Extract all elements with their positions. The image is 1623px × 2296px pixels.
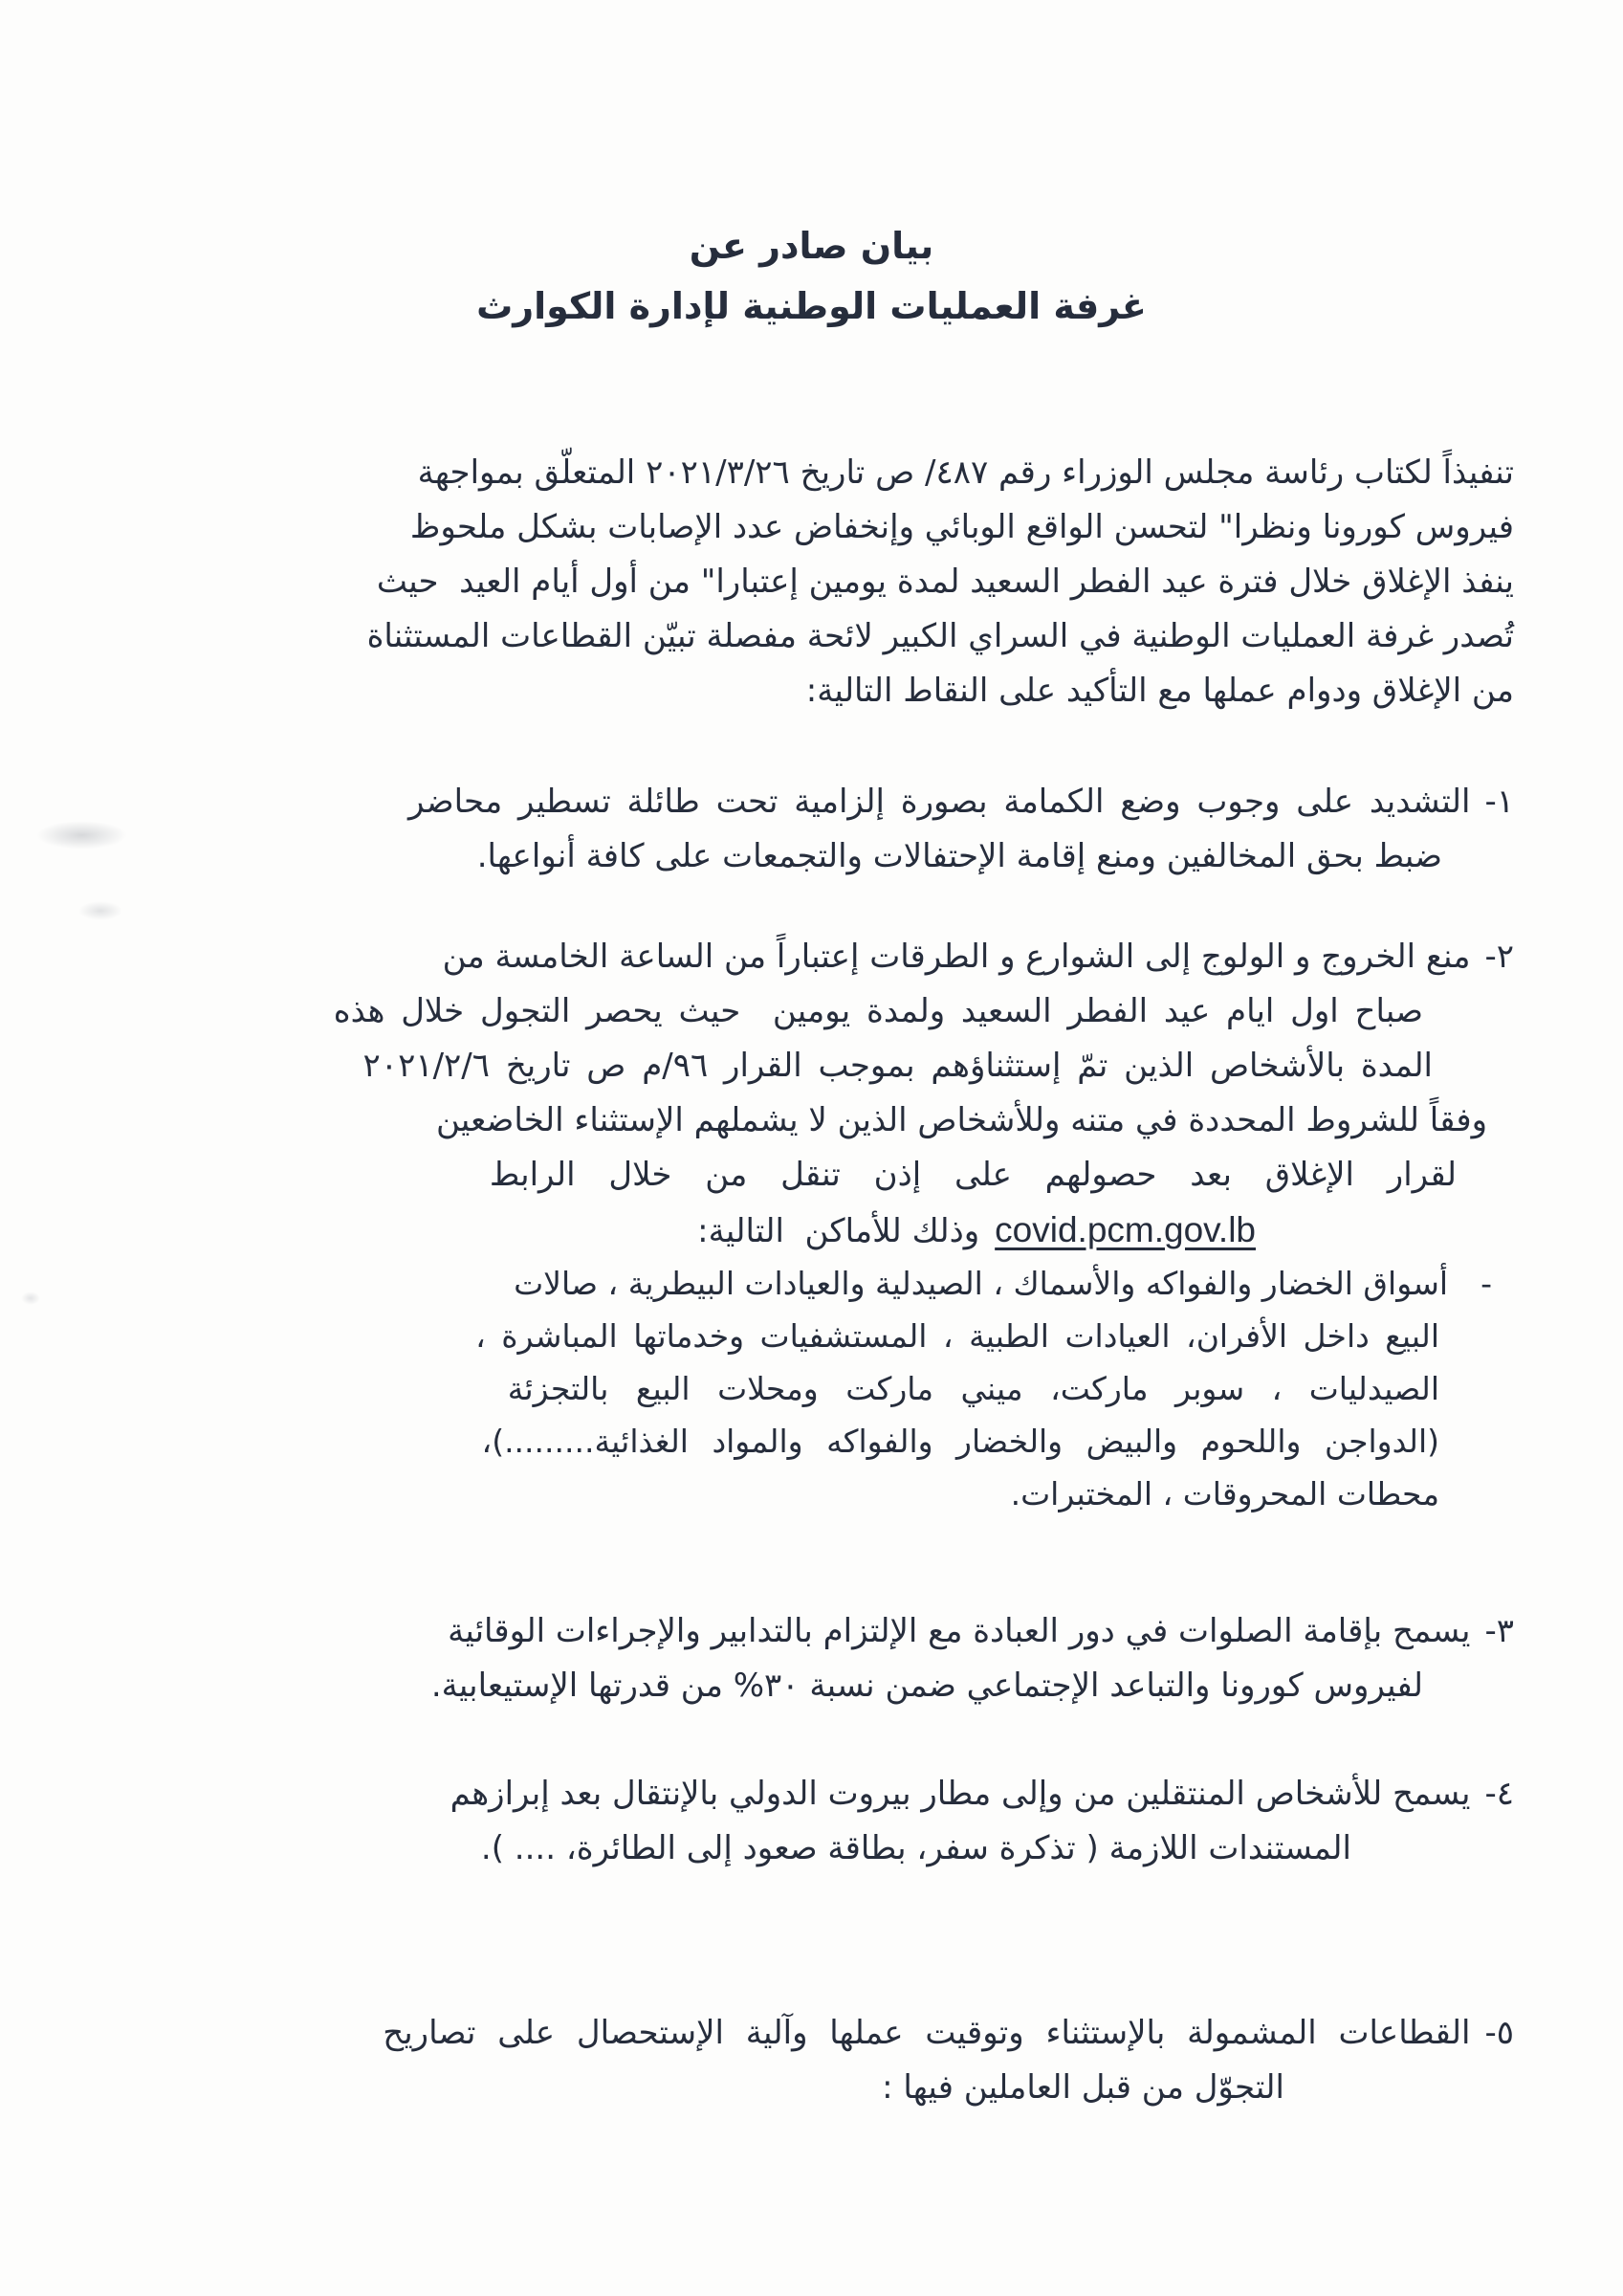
list-item-2 (57, 930, 1514, 1257)
text-line: لقرار الإغلاق بعد حصولهم على إذن تنقل من خلال الرابط (489, 1156, 1457, 1194)
bullet-text: أسواق الخضار والفواكه والأسماك ، الصيدلية والعيادات البيطرية ، صالات (514, 1265, 1449, 1302)
list-item-5 (57, 2006, 1514, 2115)
item-number: ٢- (1484, 938, 1514, 976)
text-line: الصيدليات ، سوبر ماركت، ميني ماركت ومحلات البيع بالتجزئة (507, 1370, 1439, 1407)
item-text: القطاعات المشمولة بالإستثناء وتوقيت عملها وآلية الإستحصال على تصاريح (383, 2014, 1471, 2052)
item-text: التشديد على وجوب وضع الكمامة بصورة إلزامية تحت طائلة تسطير محاضر (408, 783, 1471, 821)
link-line (57, 1203, 1514, 1257)
text-line (57, 2006, 1514, 2061)
exempted-places-bullet (57, 1257, 1514, 1520)
text-line: تنفيذاً لكتاب رئاسة مجلس الوزراء رقم ٤٨٧/ ص تاريخ ٢٠٢١/٣/٢٦ المتعلّق بمواجهة (417, 453, 1514, 492)
text-line: لفيروس كورونا والتباعد الإجتماعي ضمن نسبة ٣٠% من قدرتها الإستيعابية. (430, 1667, 1423, 1705)
item-number: ٥- (1484, 2014, 1514, 2052)
item-number: ١- (1484, 783, 1514, 821)
text-line (57, 775, 1514, 829)
text-line: ينفذ الإغلاق خلال فترة عيد الفطر السعيد لمدة يومين إعتبارا" من أول أيام العيد حيث (376, 563, 1514, 601)
text-line: فيروس كورونا ونظرا" لتحسن الواقع الوبائي وإنخفاض عدد الإصابات بشكل ملحوظ (409, 508, 1514, 546)
list-item-3 (57, 1604, 1514, 1713)
text-line (57, 1767, 1514, 1821)
text-line: صباح اول ايام عيد الفطر السعيد ولمدة يومين حيث يحصر التجول خلال هذه (333, 992, 1423, 1030)
document-title (0, 216, 1623, 337)
text-line (57, 1257, 1514, 1310)
text-line: من الإغلاق ودوام عملها مع التأكيد على النقاط التالية: (805, 672, 1514, 710)
intro-paragraph (57, 446, 1514, 718)
text-line (57, 930, 1514, 984)
text-line (57, 1604, 1514, 1659)
item-number: ٤- (1484, 1775, 1514, 1813)
text-line: محطات المحروقات ، المختبرات. (1010, 1475, 1439, 1512)
text-line: تُصدر غرفة العمليات الوطنية في السراي الكبير لائحة مفصلة تبيّن القطاعات المستثناة (366, 617, 1514, 655)
text-line: التجوّل من قبل العاملين فيها : (882, 2068, 1284, 2107)
text-line: وفقاً للشروط المحددة في متنه وللأشخاص الذين لا يشملهم الإستثناء الخاضعين (436, 1101, 1487, 1139)
item-text: يسمح بإقامة الصلوات في دور العبادة مع الإلتزام بالتدابير والإجراءات الوقائية (448, 1612, 1471, 1650)
text-line: (الدواجن واللحوم والبيض والخضار والفواكه والمواد الغذائية.........)، (481, 1423, 1439, 1460)
text-line: ضبط بحق المخالفين ومنع إقامة الإحتفالات والتجمعات على كافة أنواعها. (476, 837, 1442, 875)
item-number: ٣- (1484, 1612, 1514, 1650)
item-text: منع الخروج و الولوج إلى الشوارع و الطرقات إعتباراً من الساعة الخامسة من (442, 938, 1471, 976)
text-line: المستندات اللازمة ( تذكرة سفر، بطاقة صعود إلى الطائرة، .... ). (480, 1829, 1351, 1867)
title-line-1: بيان صادر عن (689, 225, 934, 267)
item-text: يسمح للأشخاص المنتقلين من وإلى مطار بيروت الدولي بالإنتقال بعد إبرازهم (450, 1775, 1471, 1813)
scan-artifact (78, 901, 122, 920)
title-line-2: غرفة العمليات الوطنية لإدارة الكوارث (476, 285, 1147, 327)
after-link-text: وذلك للأماكن التالية: (697, 1212, 980, 1250)
bullet-dash: - (1480, 1265, 1492, 1302)
text-line: البيع داخل الأفران، العيادات الطبية ، المستشفيات وخدماتها المباشرة ، (475, 1317, 1439, 1355)
list-item-4 (57, 1767, 1514, 1876)
scan-artifact (21, 1292, 40, 1305)
text-line: المدة بالأشخاص الذين تمّ إستثناؤهم بموجب القرار ٩٦/م ص تاريخ ٢٠٢١/٢/٦ (362, 1047, 1433, 1085)
covid-portal-link[interactable]: covid.pcm.gov.lb (995, 1210, 1256, 1249)
list-item-1 (57, 775, 1514, 884)
